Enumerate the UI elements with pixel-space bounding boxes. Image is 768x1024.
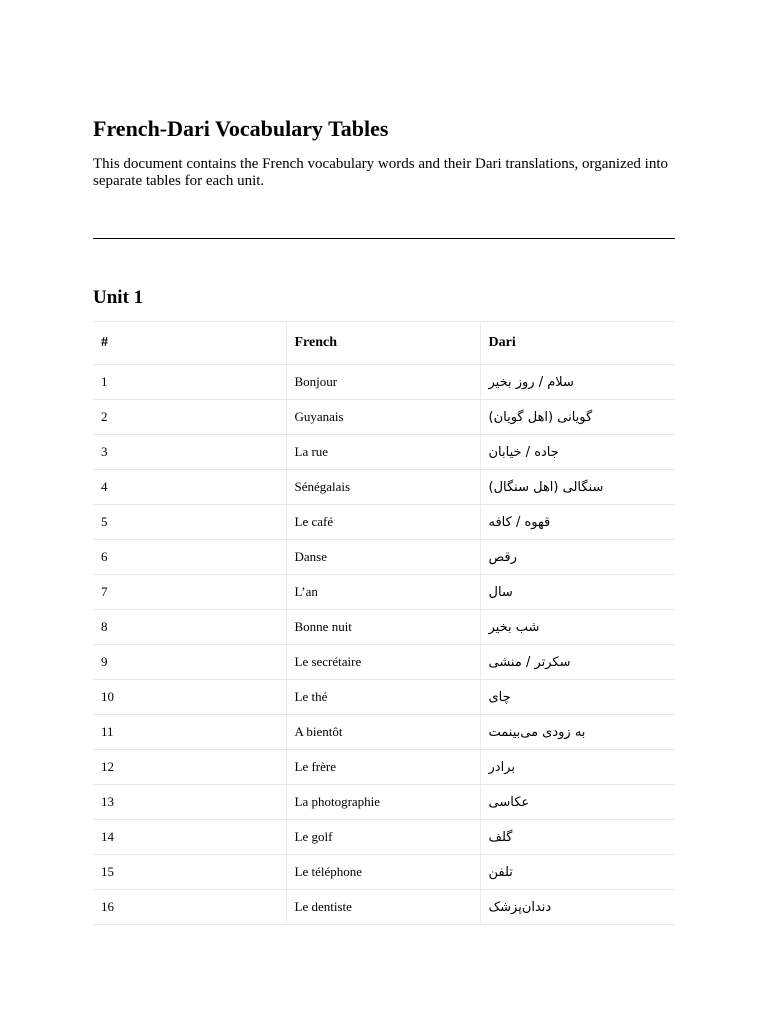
table-row	[93, 575, 675, 610]
french-word: Bonjour	[286, 365, 480, 400]
row-number: 10	[93, 680, 286, 715]
french-word: Bonne nuit	[286, 610, 480, 645]
row-number: 8	[93, 610, 286, 645]
french-word: Le dentiste	[286, 890, 480, 925]
row-number: 3	[93, 435, 286, 470]
dari-word: سنگالی (اهل سنگال)	[480, 470, 675, 505]
dari-word: چای	[480, 680, 675, 715]
table-row	[93, 890, 675, 925]
french-word: La rue	[286, 435, 480, 470]
french-word: Le frère	[286, 750, 480, 785]
dari-word: به زودی می‌بینمت	[480, 715, 675, 750]
row-number: 13	[93, 785, 286, 820]
dari-word: برادر	[480, 750, 675, 785]
document-title: French-Dari Vocabulary Tables	[93, 116, 389, 141]
french-word: Le thé	[286, 680, 480, 715]
french-word: Danse	[286, 540, 480, 575]
table-row	[93, 750, 675, 785]
row-number: 1	[93, 365, 286, 400]
row-number: 5	[93, 505, 286, 540]
dari-word: جاده / خیابان	[480, 435, 675, 470]
table-row	[93, 645, 675, 680]
dari-word: سلام / روز بخیر	[480, 365, 675, 400]
row-number: 6	[93, 540, 286, 575]
table-row	[93, 785, 675, 820]
row-number: 16	[93, 890, 286, 925]
french-word: A bientôt	[286, 715, 480, 750]
table-row	[93, 505, 675, 540]
row-number: 2	[93, 400, 286, 435]
row-number: 9	[93, 645, 286, 680]
table-row	[93, 470, 675, 505]
french-word: L’an	[286, 575, 480, 610]
vocabulary-table	[93, 321, 675, 925]
dari-word: عکاسی	[480, 785, 675, 820]
table-row	[93, 715, 675, 750]
column-header-number: #	[93, 322, 286, 365]
row-number: 11	[93, 715, 286, 750]
dari-word: سکرتر / منشی	[480, 645, 675, 680]
column-header-french: French	[286, 322, 480, 365]
row-number: 14	[93, 820, 286, 855]
table-header-row	[93, 322, 675, 365]
french-word: Le golf	[286, 820, 480, 855]
table-row	[93, 540, 675, 575]
table-row	[93, 855, 675, 890]
dari-word: قهوه / کافه	[480, 505, 675, 540]
french-word: Guyanais	[286, 400, 480, 435]
dari-word: سال	[480, 575, 675, 610]
row-number: 7	[93, 575, 286, 610]
table-row	[93, 680, 675, 715]
column-header-dari: Dari	[480, 322, 675, 365]
dari-word: شب بخیر	[480, 610, 675, 645]
dari-word: رقص	[480, 540, 675, 575]
dari-word: گویانی (اهل گویان)	[480, 400, 675, 435]
row-number: 15	[93, 855, 286, 890]
french-word: Le téléphone	[286, 855, 480, 890]
french-word: Le secrétaire	[286, 645, 480, 680]
table-row	[93, 365, 675, 400]
section-divider	[93, 238, 675, 239]
french-word: Sénégalais	[286, 470, 480, 505]
row-number: 12	[93, 750, 286, 785]
dari-word: تلفن	[480, 855, 675, 890]
french-word: Le café	[286, 505, 480, 540]
dari-word: گلف	[480, 820, 675, 855]
row-number: 4	[93, 470, 286, 505]
intro-paragraph: This document contains the French vocabulary words and their Dari translations, organized into separate tables for each unit.	[93, 156, 668, 189]
unit-heading: Unit 1	[93, 287, 144, 308]
table-row	[93, 610, 675, 645]
table-row	[93, 400, 675, 435]
table-row	[93, 435, 675, 470]
table-row	[93, 820, 675, 855]
dari-word: دندان‌پزشک	[480, 890, 675, 925]
french-word: La photographie	[286, 785, 480, 820]
